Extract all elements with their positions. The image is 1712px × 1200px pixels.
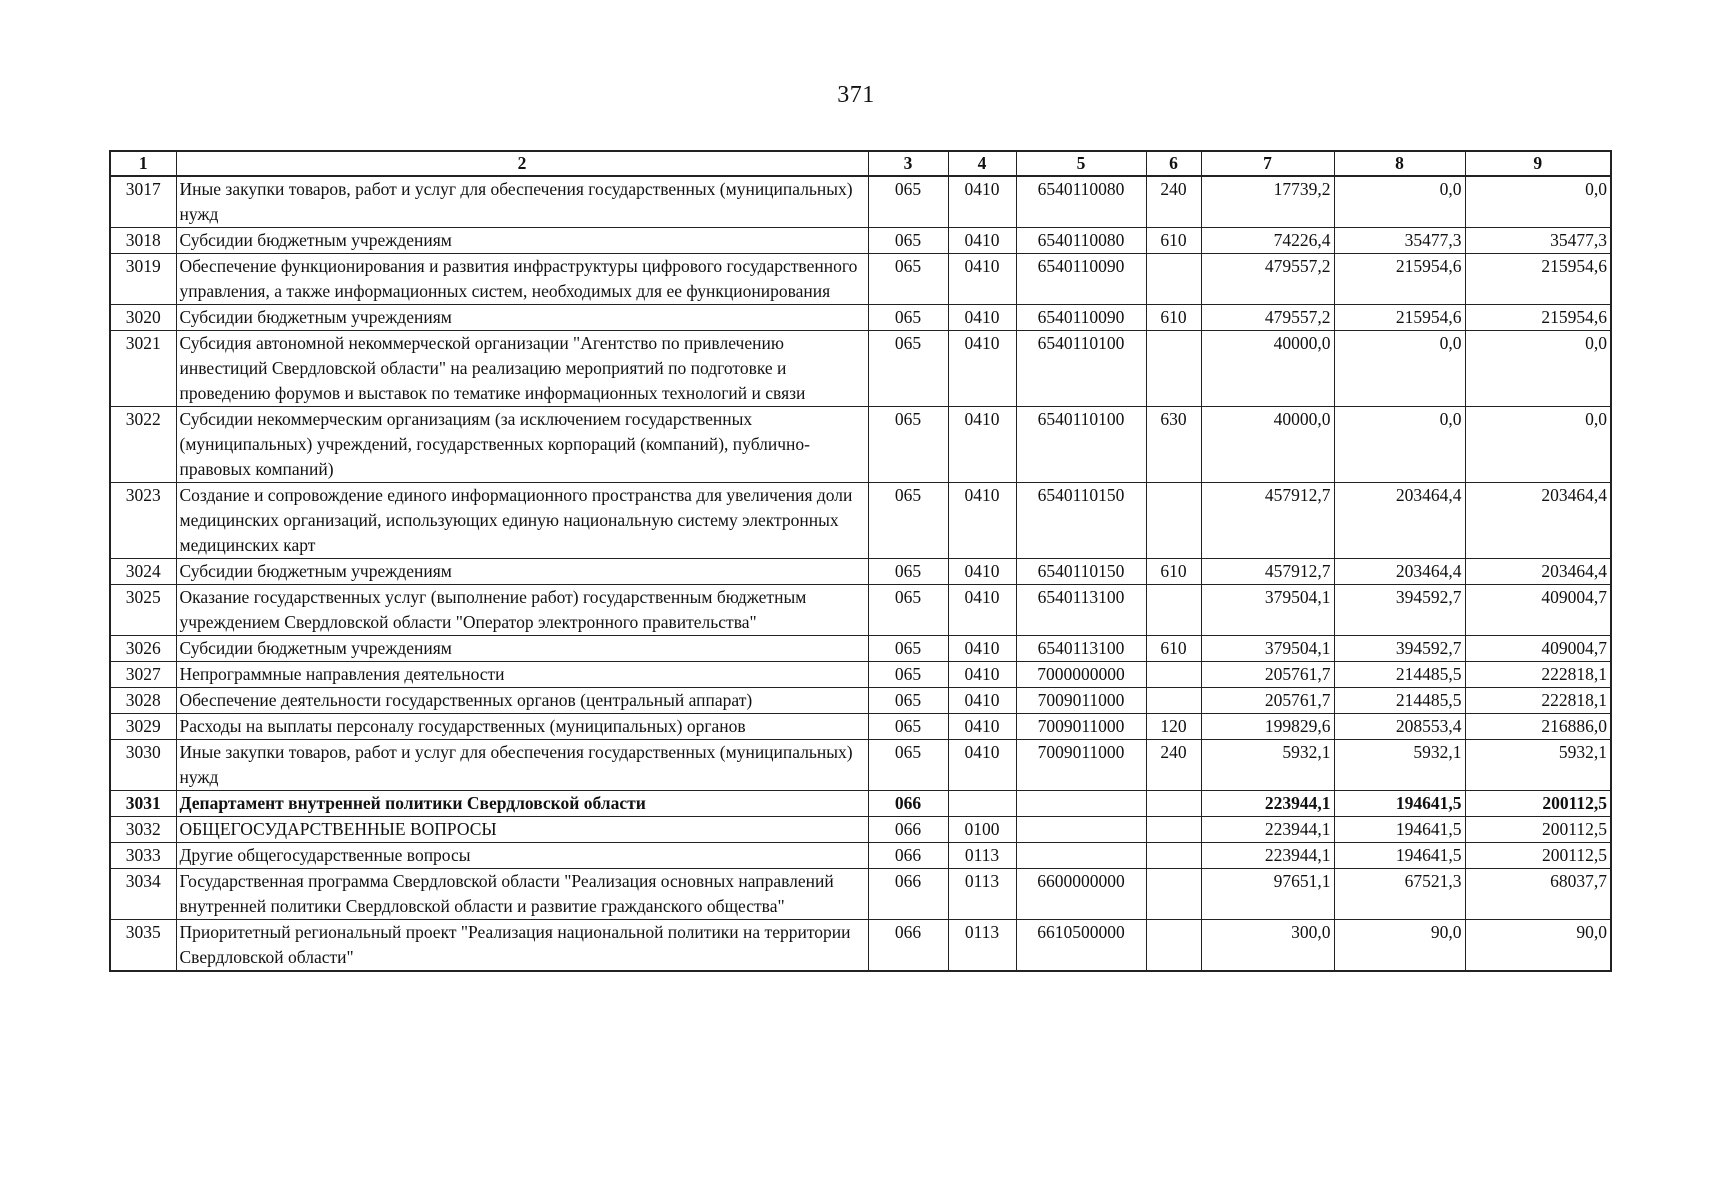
ministry-code-cell: 065 <box>868 176 948 228</box>
expense-type-cell: 610 <box>1146 228 1201 254</box>
ministry-code-cell: 065 <box>868 483 948 559</box>
row-name-cell: Создание и сопровождение единого информационного пространства для увеличения доли медицинских организаций, использующих единую национальную систему электронных медицинских карт <box>176 483 868 559</box>
amount-year-2-cell: 394592,7 <box>1334 585 1465 636</box>
ministry-code-cell: 066 <box>868 843 948 869</box>
target-article-cell <box>1016 843 1146 869</box>
row-name-cell: Субсидии некоммерческим организациям (за исключением государственных (муниципальных) учреждений, государственных корпораций (компаний), публично-правовых компаний) <box>176 407 868 483</box>
row-name-cell: Департамент внутренней политики Свердловской области <box>176 791 868 817</box>
section-code-cell: 0410 <box>948 688 1016 714</box>
amount-year-2-cell: 215954,6 <box>1334 254 1465 305</box>
amount-year-1-cell: 223944,1 <box>1201 817 1334 843</box>
target-article-cell: 6600000000 <box>1016 869 1146 920</box>
expense-type-cell <box>1146 483 1201 559</box>
amount-year-1-cell: 479557,2 <box>1201 254 1334 305</box>
column-header: 5 <box>1016 151 1146 176</box>
row-number-cell: 3034 <box>110 869 176 920</box>
ministry-code-cell: 066 <box>868 817 948 843</box>
expense-type-cell <box>1146 817 1201 843</box>
row-name-cell: Иные закупки товаров, работ и услуг для обеспечения государственных (муниципальных) нужд <box>176 740 868 791</box>
column-header: 3 <box>868 151 948 176</box>
amount-year-1-cell: 5932,1 <box>1201 740 1334 791</box>
ministry-code-cell: 065 <box>868 559 948 585</box>
ministry-code-cell: 065 <box>868 662 948 688</box>
target-article-cell: 6610500000 <box>1016 920 1146 972</box>
table-header-row <box>110 151 1611 176</box>
row-number-cell: 3023 <box>110 483 176 559</box>
row-number-cell: 3017 <box>110 176 176 228</box>
page-number: 371 <box>837 82 875 108</box>
amount-year-3-cell: 203464,4 <box>1465 559 1611 585</box>
table-row <box>110 688 1611 714</box>
row-number-cell: 3029 <box>110 714 176 740</box>
row-number-cell: 3035 <box>110 920 176 972</box>
table-row <box>110 843 1611 869</box>
row-number-cell: 3027 <box>110 662 176 688</box>
expense-type-cell <box>1146 920 1201 972</box>
ministry-code-cell: 065 <box>868 688 948 714</box>
expense-type-cell <box>1146 254 1201 305</box>
ministry-code-cell: 066 <box>868 869 948 920</box>
amount-year-3-cell: 203464,4 <box>1465 483 1611 559</box>
amount-year-2-cell: 394592,7 <box>1334 636 1465 662</box>
amount-year-2-cell: 203464,4 <box>1334 483 1465 559</box>
section-code-cell: 0410 <box>948 559 1016 585</box>
amount-year-2-cell: 194641,5 <box>1334 791 1465 817</box>
amount-year-3-cell: 68037,7 <box>1465 869 1611 920</box>
table-row <box>110 254 1611 305</box>
table-row <box>110 483 1611 559</box>
budget-table <box>109 150 1612 972</box>
column-header: 7 <box>1201 151 1334 176</box>
ministry-code-cell: 065 <box>868 585 948 636</box>
target-article-cell: 7009011000 <box>1016 688 1146 714</box>
amount-year-1-cell: 479557,2 <box>1201 305 1334 331</box>
amount-year-3-cell: 409004,7 <box>1465 585 1611 636</box>
column-header: 8 <box>1334 151 1465 176</box>
amount-year-3-cell: 90,0 <box>1465 920 1611 972</box>
table-row <box>110 331 1611 407</box>
target-article-cell <box>1016 791 1146 817</box>
expense-type-cell <box>1146 791 1201 817</box>
row-number-cell: 3021 <box>110 331 176 407</box>
section-code-cell: 0410 <box>948 228 1016 254</box>
target-article-cell: 6540110080 <box>1016 228 1146 254</box>
section-code-cell: 0410 <box>948 740 1016 791</box>
expense-type-cell: 610 <box>1146 636 1201 662</box>
amount-year-1-cell: 74226,4 <box>1201 228 1334 254</box>
amount-year-1-cell: 300,0 <box>1201 920 1334 972</box>
row-number-cell: 3022 <box>110 407 176 483</box>
amount-year-2-cell: 0,0 <box>1334 176 1465 228</box>
expense-type-cell <box>1146 662 1201 688</box>
section-code-cell: 0410 <box>948 714 1016 740</box>
expense-type-cell: 610 <box>1146 559 1201 585</box>
ministry-code-cell: 065 <box>868 407 948 483</box>
expense-type-cell: 610 <box>1146 305 1201 331</box>
ministry-code-cell: 065 <box>868 714 948 740</box>
table-row <box>110 305 1611 331</box>
table-row <box>110 869 1611 920</box>
row-number-cell: 3025 <box>110 585 176 636</box>
amount-year-2-cell: 0,0 <box>1334 407 1465 483</box>
section-code-cell: 0410 <box>948 176 1016 228</box>
amount-year-1-cell: 223944,1 <box>1201 791 1334 817</box>
expense-type-cell <box>1146 843 1201 869</box>
column-header: 1 <box>110 151 176 176</box>
section-code-cell: 0410 <box>948 254 1016 305</box>
target-article-cell: 6540113100 <box>1016 636 1146 662</box>
row-name-cell: Иные закупки товаров, работ и услуг для обеспечения государственных (муниципальных) нужд <box>176 176 868 228</box>
ministry-code-cell: 066 <box>868 791 948 817</box>
expense-type-cell <box>1146 585 1201 636</box>
amount-year-1-cell: 379504,1 <box>1201 636 1334 662</box>
amount-year-3-cell: 200112,5 <box>1465 817 1611 843</box>
row-name-cell: ОБЩЕГОСУДАРСТВЕННЫЕ ВОПРОСЫ <box>176 817 868 843</box>
row-name-cell: Субсидия автономной некоммерческой организации "Агентство по привлечению инвестиций Свердловской области" на реализацию мероприятий по подготовке и проведению форумов и выставок по тематике информационных технологий и связи <box>176 331 868 407</box>
row-name-cell: Обеспечение функционирования и развития инфраструктуры цифрового государственного управления, а также информационных систем, необходимых для ее функционирования <box>176 254 868 305</box>
section-code-cell: 0113 <box>948 920 1016 972</box>
target-article-cell: 7009011000 <box>1016 714 1146 740</box>
expense-type-cell <box>1146 869 1201 920</box>
table-row <box>110 176 1611 228</box>
amount-year-2-cell: 214485,5 <box>1334 662 1465 688</box>
amount-year-2-cell: 208553,4 <box>1334 714 1465 740</box>
amount-year-1-cell: 457912,7 <box>1201 559 1334 585</box>
ministry-code-cell: 065 <box>868 228 948 254</box>
amount-year-3-cell: 0,0 <box>1465 176 1611 228</box>
table-row <box>110 636 1611 662</box>
table-body <box>110 176 1611 971</box>
row-name-cell: Субсидии бюджетным учреждениям <box>176 305 868 331</box>
expense-type-cell: 120 <box>1146 714 1201 740</box>
section-code-cell: 0410 <box>948 585 1016 636</box>
row-number-cell: 3024 <box>110 559 176 585</box>
target-article-cell: 6540110150 <box>1016 559 1146 585</box>
amount-year-1-cell: 379504,1 <box>1201 585 1334 636</box>
table-row <box>110 740 1611 791</box>
table-row <box>110 920 1611 972</box>
expense-type-cell: 630 <box>1146 407 1201 483</box>
amount-year-3-cell: 409004,7 <box>1465 636 1611 662</box>
row-name-cell: Обеспечение деятельности государственных органов (центральный аппарат) <box>176 688 868 714</box>
ministry-code-cell: 065 <box>868 305 948 331</box>
row-number-cell: 3020 <box>110 305 176 331</box>
target-article-cell: 6540110100 <box>1016 331 1146 407</box>
amount-year-2-cell: 0,0 <box>1334 331 1465 407</box>
section-code-cell: 0410 <box>948 483 1016 559</box>
section-code-cell: 0113 <box>948 869 1016 920</box>
table-row <box>110 559 1611 585</box>
amount-year-3-cell: 215954,6 <box>1465 305 1611 331</box>
amount-year-3-cell: 216886,0 <box>1465 714 1611 740</box>
amount-year-1-cell: 97651,1 <box>1201 869 1334 920</box>
amount-year-1-cell: 205761,7 <box>1201 662 1334 688</box>
amount-year-1-cell: 223944,1 <box>1201 843 1334 869</box>
amount-year-1-cell: 17739,2 <box>1201 176 1334 228</box>
target-article-cell: 6540110100 <box>1016 407 1146 483</box>
section-code-cell: 0410 <box>948 636 1016 662</box>
amount-year-3-cell: 215954,6 <box>1465 254 1611 305</box>
ministry-code-cell: 065 <box>868 254 948 305</box>
amount-year-2-cell: 194641,5 <box>1334 843 1465 869</box>
section-code-cell <box>948 791 1016 817</box>
row-name-cell: Расходы на выплаты персоналу государственных (муниципальных) органов <box>176 714 868 740</box>
expense-type-cell: 240 <box>1146 176 1201 228</box>
target-article-cell: 6540110150 <box>1016 483 1146 559</box>
row-name-cell: Приоритетный региональный проект "Реализация национальной политики на территории Свердловской области" <box>176 920 868 972</box>
column-header: 9 <box>1465 151 1611 176</box>
row-name-cell: Субсидии бюджетным учреждениям <box>176 228 868 254</box>
column-header: 2 <box>176 151 868 176</box>
table-row <box>110 817 1611 843</box>
row-name-cell: Субсидии бюджетным учреждениям <box>176 559 868 585</box>
row-name-cell: Государственная программа Свердловской области "Реализация основных направлений внутренней политики Свердловской области и развитие гражданского общества" <box>176 869 868 920</box>
ministry-code-cell: 065 <box>868 740 948 791</box>
amount-year-3-cell: 5932,1 <box>1465 740 1611 791</box>
target-article-cell: 6540110090 <box>1016 305 1146 331</box>
amount-year-1-cell: 199829,6 <box>1201 714 1334 740</box>
amount-year-2-cell: 67521,3 <box>1334 869 1465 920</box>
expense-type-cell <box>1146 331 1201 407</box>
section-code-cell: 0113 <box>948 843 1016 869</box>
column-header: 6 <box>1146 151 1201 176</box>
row-number-cell: 3026 <box>110 636 176 662</box>
amount-year-1-cell: 40000,0 <box>1201 331 1334 407</box>
section-code-cell: 0410 <box>948 407 1016 483</box>
amount-year-1-cell: 40000,0 <box>1201 407 1334 483</box>
table-row <box>110 662 1611 688</box>
amount-year-3-cell: 200112,5 <box>1465 843 1611 869</box>
column-header: 4 <box>948 151 1016 176</box>
amount-year-3-cell: 222818,1 <box>1465 688 1611 714</box>
ministry-code-cell: 066 <box>868 920 948 972</box>
amount-year-2-cell: 5932,1 <box>1334 740 1465 791</box>
amount-year-3-cell: 35477,3 <box>1465 228 1611 254</box>
amount-year-2-cell: 215954,6 <box>1334 305 1465 331</box>
table-row <box>110 714 1611 740</box>
section-code-cell: 0410 <box>948 305 1016 331</box>
ministry-code-cell: 065 <box>868 636 948 662</box>
row-number-cell: 3019 <box>110 254 176 305</box>
row-number-cell: 3030 <box>110 740 176 791</box>
target-article-cell: 6540113100 <box>1016 585 1146 636</box>
amount-year-2-cell: 194641,5 <box>1334 817 1465 843</box>
section-code-cell: 0410 <box>948 331 1016 407</box>
target-article-cell: 6540110090 <box>1016 254 1146 305</box>
table-row <box>110 228 1611 254</box>
row-number-cell: 3028 <box>110 688 176 714</box>
row-number-cell: 3033 <box>110 843 176 869</box>
row-name-cell: Другие общегосударственные вопросы <box>176 843 868 869</box>
row-name-cell: Субсидии бюджетным учреждениям <box>176 636 868 662</box>
amount-year-3-cell: 0,0 <box>1465 331 1611 407</box>
amount-year-3-cell: 222818,1 <box>1465 662 1611 688</box>
target-article-cell: 7009011000 <box>1016 740 1146 791</box>
section-code-cell: 0410 <box>948 662 1016 688</box>
section-code-cell: 0100 <box>948 817 1016 843</box>
row-name-cell: Непрограммные направления деятельности <box>176 662 868 688</box>
target-article-cell: 6540110080 <box>1016 176 1146 228</box>
amount-year-2-cell: 35477,3 <box>1334 228 1465 254</box>
amount-year-1-cell: 205761,7 <box>1201 688 1334 714</box>
amount-year-2-cell: 90,0 <box>1334 920 1465 972</box>
row-number-cell: 3031 <box>110 791 176 817</box>
target-article-cell: 7000000000 <box>1016 662 1146 688</box>
table-row <box>110 407 1611 483</box>
amount-year-2-cell: 214485,5 <box>1334 688 1465 714</box>
target-article-cell <box>1016 817 1146 843</box>
row-number-cell: 3032 <box>110 817 176 843</box>
amount-year-1-cell: 457912,7 <box>1201 483 1334 559</box>
amount-year-3-cell: 0,0 <box>1465 407 1611 483</box>
amount-year-3-cell: 200112,5 <box>1465 791 1611 817</box>
amount-year-2-cell: 203464,4 <box>1334 559 1465 585</box>
row-name-cell: Оказание государственных услуг (выполнение работ) государственным бюджетным учреждением Свердловской области "Оператор электронного правительства" <box>176 585 868 636</box>
expense-type-cell: 240 <box>1146 740 1201 791</box>
row-number-cell: 3018 <box>110 228 176 254</box>
table-row <box>110 791 1611 817</box>
expense-type-cell <box>1146 688 1201 714</box>
ministry-code-cell: 065 <box>868 331 948 407</box>
table-row <box>110 585 1611 636</box>
